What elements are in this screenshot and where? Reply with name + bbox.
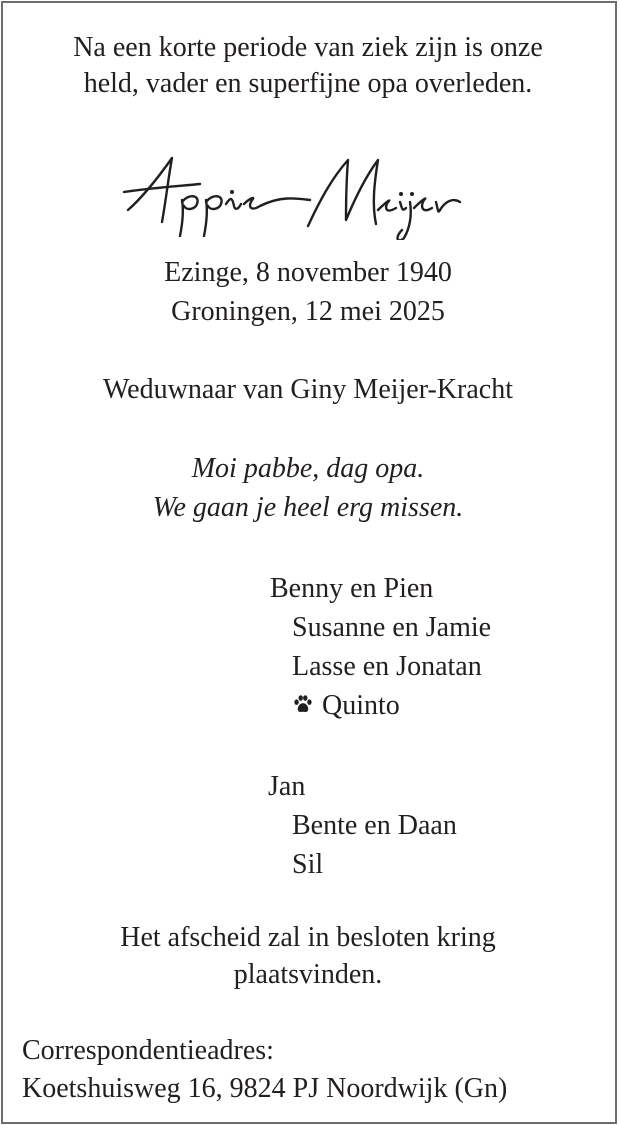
farewell-line-1: Het afscheid zal in besloten kring xyxy=(120,922,496,953)
farewell-line-2: plaatsvinden. xyxy=(233,959,383,990)
family-child: Sil xyxy=(292,849,324,880)
family-child: Susanne en Jamie xyxy=(292,612,492,643)
family-head-2: Jan xyxy=(268,771,306,802)
intro-line-2: held, vader en superfijne opa overleden. xyxy=(83,68,533,99)
death-line: Groningen, 12 mei 2025 xyxy=(171,296,445,327)
pet-name: Quinto xyxy=(322,690,400,721)
family-child: Bente en Daan xyxy=(292,810,457,841)
birth-line: Ezinge, 8 november 1940 xyxy=(164,257,452,288)
widower-line: Weduwnaar van Giny Meijer-Kracht xyxy=(102,374,514,405)
name-signature xyxy=(110,140,510,240)
paw-icon xyxy=(292,693,314,715)
family-pet-line xyxy=(292,688,400,724)
family-child: Lasse en Jonatan xyxy=(292,651,482,682)
correspondence-address: Koetshuisweg 16, 9824 PJ Noordwijk (Gn) xyxy=(22,1073,508,1104)
correspondence-label: Correspondentieadres: xyxy=(22,1035,274,1066)
quote-line-2: We gaan je heel erg missen. xyxy=(152,492,464,523)
family-head-1: Benny en Pien xyxy=(270,573,434,604)
quote-line-1: Moi pabbe, dag opa. xyxy=(191,453,425,484)
intro-line-1: Na een korte periode van ziek zijn is onze xyxy=(73,32,543,63)
